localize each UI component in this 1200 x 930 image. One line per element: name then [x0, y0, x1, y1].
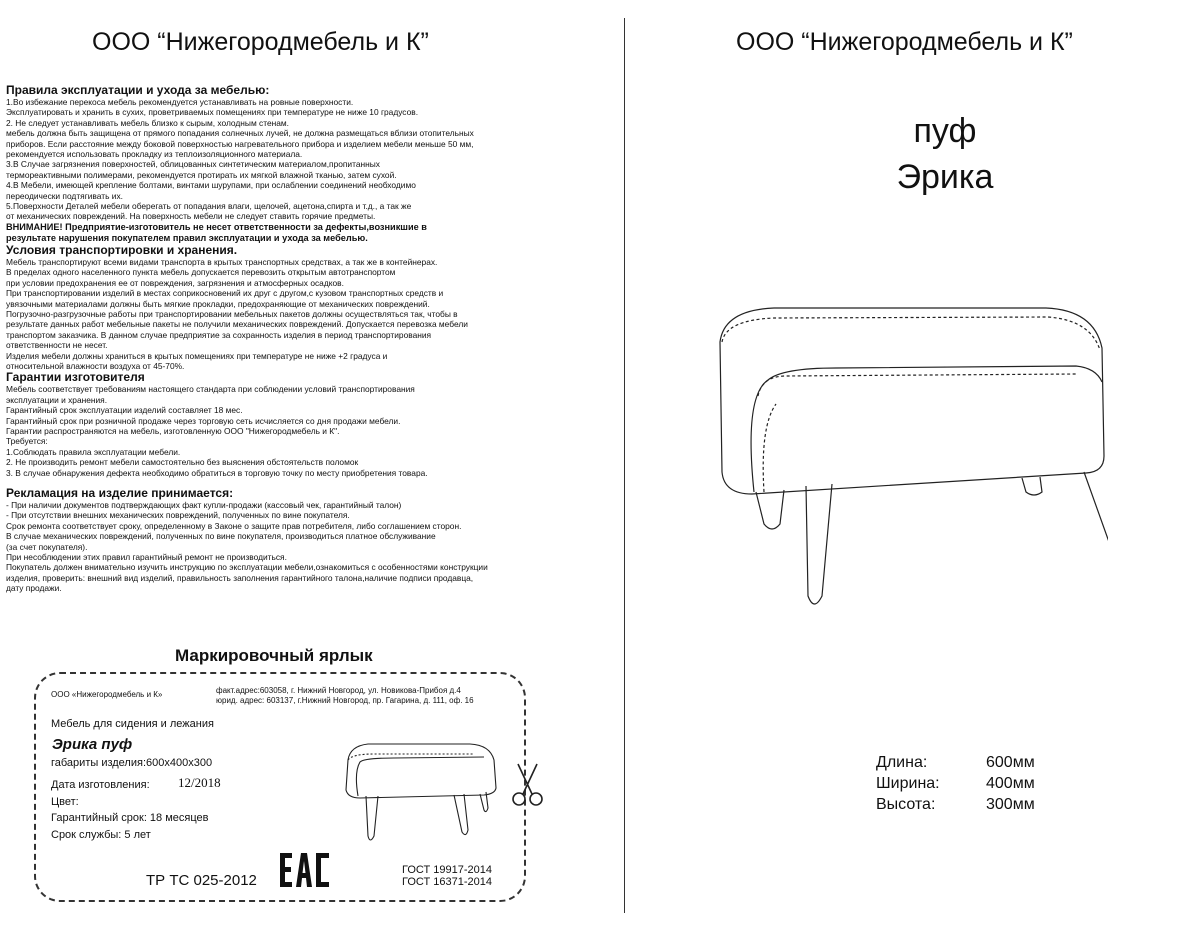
- instruction-line: Гарантийный срок эксплуатации изделий составляет 18 мес.: [6, 405, 243, 416]
- instruction-line: результате данных работ мебельные пакеты не получили механических повреждений. Допускается перевозка мебели: [6, 319, 468, 330]
- label-tr-ts: ТР ТС 025-2012: [146, 872, 257, 889]
- dimensions-list: [876, 752, 1076, 815]
- company-title-right: ООО “Нижегородмебель и К”: [736, 28, 1073, 56]
- instruction-line: Мебель соответствует требованиям настоящего стандарта при соблюдении условий транспортирования: [6, 384, 415, 395]
- instruction-line: Изделия мебели должны храниться в крытых помещениях при температуре не ниже +2 градуса и: [6, 350, 388, 361]
- instruction-line: термореактивными полимерами, рекомендуется протирать их мягкой влажной тканью, затем сухой.: [6, 169, 397, 180]
- instruction-line: При транспортировании изделий в местах соприкосновений их друг с другом,с кузовом транспортных средств и: [6, 288, 444, 299]
- instruction-line: 1.Во избежание перекоса мебель рекомендуется устанавливать на ровные поверхности.: [6, 97, 354, 107]
- label-warranty: Гарантийный срок: 18 месяцев: [51, 812, 209, 824]
- instruction-line: Гарантийный срок при розничной продаже через торговую сеть исчисляется со дня продажи мебели.: [6, 415, 401, 426]
- warning-line: результате нарушения покупателем правил эксплуатации и ухода за мебелью.: [6, 232, 368, 243]
- instruction-line: ответственности не несет.: [6, 340, 108, 351]
- section-heading: Правила эксплуатации и ухода за мебелью:: [6, 83, 270, 97]
- product-name: Эрика: [896, 158, 994, 196]
- page-divider: [624, 18, 625, 913]
- eac-mark-icon: [276, 850, 334, 895]
- instruction-line: - При наличии документов подтверждающих факт купли-продажи (кассовый чек, гарантийный талон): [6, 500, 402, 510]
- label-address-legal: юрид. адрес: 603137, г.Нижний Новгород, пр. Гагарина, д. 111, оф. 16: [216, 695, 474, 705]
- section-heading: Гарантии изготовителя: [6, 370, 145, 385]
- instruction-line: 3.В Случае загрязнения поверхностей, облицованных синтетическим материалом,пропитанных: [6, 159, 380, 170]
- instruction-line: 5.Поверхности Деталей мебели оберегать от попадания влаги, щелочей, ацетона,спирта и т.д., а так же: [6, 201, 412, 212]
- instruction-line: переодически подтягивать их.: [6, 190, 123, 201]
- dimension-value: 300мм: [986, 796, 1035, 813]
- dimension-label: Длина:: [876, 754, 928, 771]
- label-gost: [402, 864, 492, 888]
- instruction-line: Срок ремонта соответствует сроку, определенному в Законе о защите прав потребителя, либо соглашением сторон.: [6, 520, 462, 531]
- instruction-line: изделия, проверить: внешний вид изделий, правильность заполнения гарантийного талона,наличие подписи продавца,: [6, 572, 474, 583]
- label-address-actual: факт.адрес:603058, г. Нижний Новгород, ул. Новикова-Прибоя д.4: [216, 686, 461, 695]
- instruction-line: 2. Не следует устанавливать мебель близко к сырым, холодным стенам.: [6, 117, 289, 128]
- dimension-length: [876, 752, 1076, 773]
- label-dimensions: габариты изделия:600х400х300: [51, 757, 213, 769]
- care-instructions: [6, 84, 606, 594]
- dimension-value: 400мм: [986, 775, 1035, 792]
- instruction-line: увязочными материалами должны быть мягкие прокладки, предохраняющие от механических повреждений.: [6, 298, 430, 309]
- instruction-line: от механических повреждений. На поверхность мебели не следует ставить горячие предметы.: [6, 211, 376, 222]
- label-service-life: Срок службы: 5 лет: [51, 829, 151, 841]
- instruction-line: 3. В случае обнаружения дефекта необходимо обратиться в торговую точку по месту приобретения товара.: [6, 467, 428, 478]
- instruction-line: рекомендуется использовать прокладку из теплоизоляционного материала.: [6, 149, 303, 160]
- dimension-label: Ширина:: [876, 775, 940, 792]
- label-product-type: Мебель для сидения и лежания: [51, 718, 214, 730]
- label-title: Маркировочный ярлык: [175, 646, 373, 665]
- instruction-line: При несоблюдении этих правил гарантийный ремонт не производиться.: [6, 552, 287, 563]
- instruction-line: В случае механических повреждений, полученных по вине покупателя, производиться платное обслуживание: [6, 531, 436, 542]
- instruction-line: Покупатель должен внимательно изучить инструкцию по эксплуатации мебели,ознакомиться с особенностями конструкции: [6, 562, 488, 573]
- instruction-line: 2. Не производить ремонт мебели самостоятельно без выяснения обстоятельств поломок: [6, 457, 359, 468]
- dimension-value: 600мм: [986, 754, 1035, 771]
- dimension-height: [876, 794, 1076, 815]
- label-gost-2: ГОСТ 16371-2014: [402, 876, 492, 888]
- label-date-value: 12/2018: [178, 775, 221, 790]
- instruction-line: 4.В Мебели, имеющей крепление болтами, винтами шурупами, при ослаблении соединений необходимо: [6, 180, 416, 191]
- instruction-line: дату продажи.: [6, 583, 62, 594]
- instruction-line: мебель должна быть защищена от прямого попадания солнечных лучей, не должна размещаться вблизи отопительных: [6, 128, 474, 139]
- warning-line: ВНИМАНИЕ! Предприятие-изготовитель не несет ответственности за дефекты,возникшие в: [6, 221, 427, 232]
- instruction-line: приборов. Если расстояние между боковой поверхностью нагревательного прибора и изделием мебели меньше 50 мм,: [6, 138, 474, 149]
- instruction-line: при условии предохранения ее от повреждения, загрязнения и атмосферных осадков.: [6, 277, 344, 288]
- product-type: пуф: [913, 112, 977, 150]
- label-gost-1: ГОСТ 19917-2014: [402, 864, 492, 876]
- label-color: Цвет:: [51, 796, 79, 808]
- instruction-line: Гарантии распространяются на мебель, изготовленную ООО "Нижегородмебель и К".: [6, 425, 340, 436]
- marking-label: [34, 672, 526, 902]
- dimension-width: [876, 773, 1076, 794]
- instruction-line: транспортом заказчика. В данном случае предприятие за сохранность изделия в период транспортирования: [6, 329, 432, 340]
- company-title-left: ООО “Нижегородмебель и К”: [92, 28, 429, 56]
- label-company: ООО «Нижегородмебель и К»: [51, 690, 163, 699]
- instruction-line: эксплуатации и хранения.: [6, 394, 108, 405]
- section-heading: Рекламация на изделие принимается:: [6, 486, 234, 500]
- instruction-line: (за счет покупателя).: [6, 541, 88, 552]
- pouf-drawing-icon: [334, 732, 504, 857]
- label-addresses: [216, 686, 474, 705]
- instruction-line: Требуется:: [6, 436, 48, 447]
- pouf-drawing-icon: [716, 296, 1108, 619]
- dimension-label: Высота:: [876, 796, 936, 813]
- instruction-line: В пределах одного населенного пункта мебель допускается перевозить открытым автотранспортом: [6, 267, 396, 278]
- label-date-label: Дата изготовления:: [51, 779, 150, 791]
- instruction-line: 1.Соблюдать правила эксплуатации мебели.: [6, 446, 181, 457]
- instruction-line: Погрузочно-разгрузочные работы при транспортировании мебельных пакетов должны осуществляться так, чтобы в: [6, 308, 458, 319]
- instruction-line: относительной влажности воздуха от 45-70%.: [6, 360, 185, 371]
- scissors-icon: [510, 762, 546, 815]
- instruction-line: - При отсутствии внешних механических повреждений, полученных по вине покупателя.: [6, 510, 350, 521]
- instruction-line: Мебель транспортируют всеми видами транспорта в крытых транспортных средствах, а так же в контейнерах.: [6, 256, 438, 267]
- instruction-line: Эксплуатировать и хранить в сухих, проветриваемых помещениях при температуре не ниже 10 градусов.: [6, 107, 419, 118]
- product-title: [880, 108, 1010, 200]
- section-heading: Условия транспортировки и хранения.: [6, 242, 238, 257]
- label-product-name: Эрика пуф: [52, 736, 133, 753]
